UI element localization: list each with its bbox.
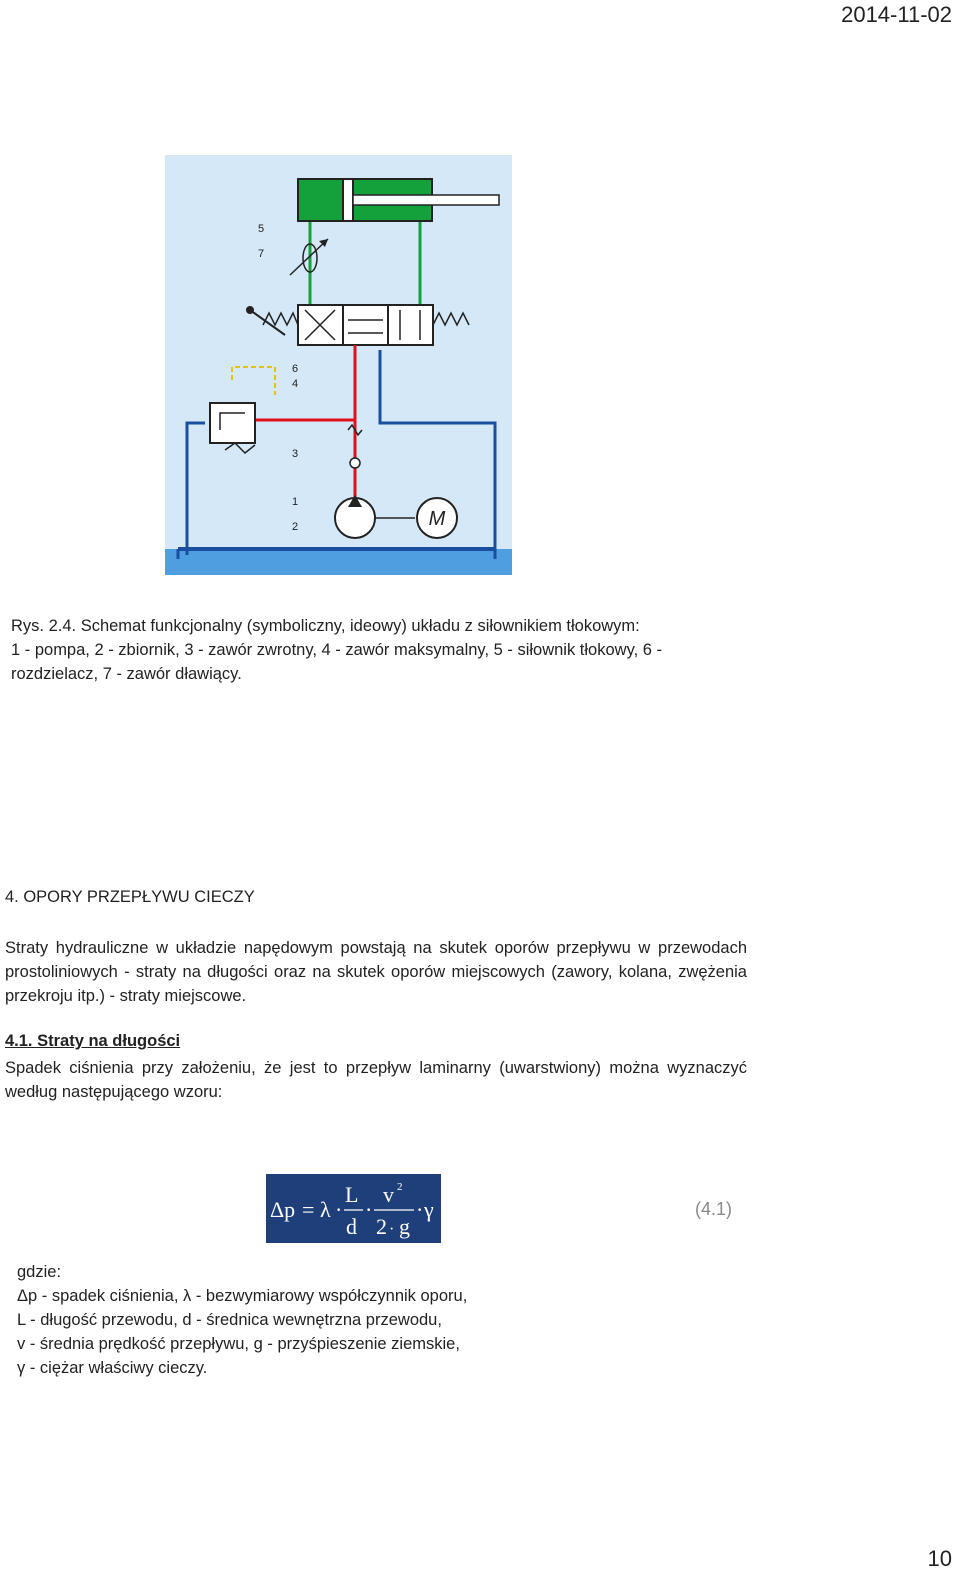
caption-line-3: rozdzielacz, 7 - zawór dławiący. (11, 665, 242, 683)
figure-caption (11, 614, 751, 686)
formula-numerator-v: v (383, 1182, 394, 1207)
formula-box (266, 1174, 441, 1243)
formula-dot-2: · (365, 1197, 373, 1222)
hydraulic-schematic-figure (165, 155, 512, 575)
label-7: 7 (258, 248, 265, 260)
formula-lambda: λ (320, 1197, 331, 1222)
equation-number: (4.1) (695, 1199, 733, 1219)
definition-line-2: L - długość przewodu, d - średnica wewnętrzna przewodu, (17, 1311, 442, 1329)
piston-head (343, 179, 353, 221)
hydraulic-schematic-diagram (165, 155, 512, 575)
definitions-block (17, 1260, 467, 1380)
formula-lhs: Δp (270, 1197, 296, 1222)
section-title: 4. OPORY PRZEPŁYWU CIECZY (5, 888, 255, 906)
return-line-relief (187, 423, 205, 555)
page-number: 10 (927, 1546, 952, 1571)
formula-dot-3: · (416, 1197, 424, 1222)
valve-spring-right (433, 313, 469, 325)
definition-line-3: v - średnia prędkość przepływu, g - przyśpieszenie ziemskie, (17, 1335, 460, 1353)
formula-denominator-d: d (346, 1214, 357, 1239)
directional-valve-right (388, 305, 433, 345)
pilot-line (232, 367, 275, 395)
label-5: 5 (258, 223, 265, 235)
subsection-paragraph: Spadek ciśnienia przy założeniu, że jest to przepływ laminarny (uwarstwiony) można wyznaczyć według następującego wzoru: (5, 1059, 747, 1101)
formula-graphic (266, 1174, 441, 1243)
formula-denominator-dot: · (389, 1221, 395, 1238)
check-valve (350, 458, 360, 468)
definition-line-4: γ - ciężar właściwy cieczy. (17, 1359, 208, 1377)
formula-dot-1: · (335, 1197, 343, 1222)
formula-denominator-2: 2 (376, 1214, 387, 1239)
piston-rod (353, 195, 499, 205)
valve-lever (250, 310, 285, 335)
tank-fluid (165, 549, 512, 575)
formula-gamma: γ (424, 1197, 434, 1222)
formula-numerator-l: L (345, 1182, 359, 1207)
definition-line-1: Δp - spadek ciśnienia, λ - bezwymiarowy współczynnik oporu, (17, 1287, 468, 1305)
caption-line-2: 1 - pompa, 2 - zbiornik, 3 - zawór zwrotny, 4 - zawór maksymalny, 5 - siłownik tłokowy, 6 - (11, 641, 663, 659)
relief-valve (210, 403, 255, 443)
label-6: 6 (292, 363, 299, 375)
section-paragraph: Straty hydrauliczne w układzie napędowym powstają na skutek oporów przepływu w przewodach prostoliniowych - straty na długości oraz na skutek oporów miejscowych (zawory, kolana, zwężenia przekroju itp.) - straty miejscowe. (5, 939, 747, 1005)
label-2: 2 (292, 521, 299, 533)
caption-line-1: Rys. 2.4. Schemat funkcjonalny (symboliczny, ideowy) układu z siłownikiem tłokowym: (11, 617, 640, 635)
formula-exponent: 2 (397, 1181, 403, 1193)
formula-equals: = (302, 1197, 315, 1222)
motor-label: M (428, 508, 446, 530)
label-3: 3 (292, 448, 299, 460)
label-1: 1 (292, 496, 299, 508)
header-date: 2014-11-02 (841, 2, 952, 27)
definitions-intro: gdzie: (17, 1263, 62, 1281)
label-4: 4 (292, 378, 299, 390)
subsection-title: 4.1. Straty na długości (5, 1032, 181, 1050)
directional-valve-center (343, 305, 388, 345)
formula-denominator-g: g (399, 1214, 410, 1239)
